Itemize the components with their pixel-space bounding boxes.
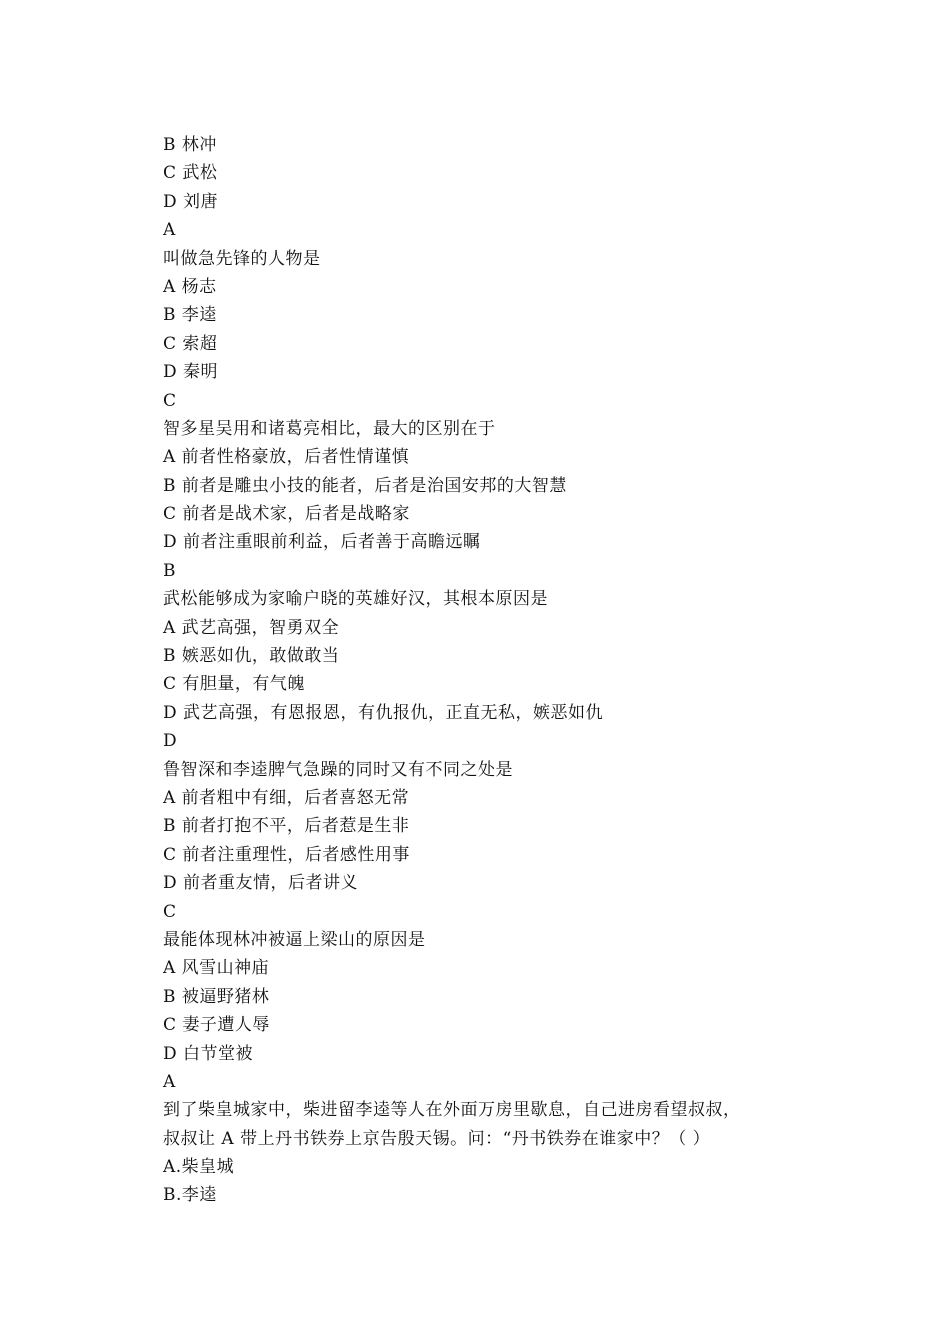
option-line: B 林冲 xyxy=(163,135,217,155)
option-line: A 前者粗中有细，后者喜怒无常 xyxy=(163,787,410,808)
option-line: A 风雪山神庙 xyxy=(163,958,270,979)
question-line: 武松能够成为家喻户晓的英雄好汉，其根本原因是 xyxy=(163,589,548,610)
question-line: 智多星吴用和诸葛亮相比，最大的区别在于 xyxy=(163,418,496,439)
option-line: C 前者注重理性，后者感性用事 xyxy=(163,844,410,865)
option-line: A 前者性格豪放，后者性情谨慎 xyxy=(163,447,410,468)
answer-line: A xyxy=(163,1071,176,1092)
option-line: B.李逵 xyxy=(163,1185,217,1206)
option-line: C 前者是战术家，后者是战略家 xyxy=(163,504,410,525)
option-line: B 嫉恶如仇，敢做敢当 xyxy=(163,646,340,667)
option-line: D 前者注重眼前利益，后者善于高瞻远瞩 xyxy=(163,532,481,553)
option-line: C 有胆量，有气魄 xyxy=(163,674,305,695)
option-line: D 武艺高强，有恩报恩，有仇报仇，正直无私，嫉恶如仇 xyxy=(163,702,604,723)
answer-line: D xyxy=(163,731,178,752)
answer-line: B xyxy=(163,560,176,581)
option-line: A 杨志 xyxy=(163,276,217,297)
option-line: B 被逼野猪林 xyxy=(163,986,270,1007)
option-line: C 武松 xyxy=(163,163,218,184)
option-line: C 妻子遭人辱 xyxy=(163,1015,270,1036)
option-line: C 索超 xyxy=(163,333,218,354)
option-line: D 前者重友情，后者讲义 xyxy=(163,873,359,894)
answer-line: A xyxy=(163,220,176,241)
question-line: 到了柴皇城家中，柴进留李逵等人在外面万房里歇息，自己进房看望叔叔， xyxy=(163,1100,741,1121)
question-line: 叔叔让 A 带上丹书铁券上京告殷天锡。问：“丹书铁券在谁家中？（ ） xyxy=(163,1128,711,1149)
option-line: A.柴皇城 xyxy=(163,1157,235,1178)
quiz-text-body xyxy=(163,131,803,1210)
question-line: 鲁智深和李逵脾气急躁的同时又有不同之处是 xyxy=(163,759,513,780)
option-line: D 秦明 xyxy=(163,362,219,383)
option-line: B 前者打抱不平，后者惹是生非 xyxy=(163,816,410,837)
answer-line: C xyxy=(163,390,177,411)
question-line: 最能体现林冲被逼上梁山的原因是 xyxy=(163,929,426,950)
option-line: D 刘唐 xyxy=(163,191,219,212)
option-line: D 白节堂被 xyxy=(163,1043,254,1064)
question-line: 叫做急先锋的人物是 xyxy=(163,248,321,269)
option-line: A 武艺高强，智勇双全 xyxy=(163,617,340,638)
option-line: B 李逵 xyxy=(163,305,217,326)
option-line: B 前者是雕虫小技的能者，后者是治国安邦的大智慧 xyxy=(163,475,567,496)
answer-line: C xyxy=(163,901,177,922)
